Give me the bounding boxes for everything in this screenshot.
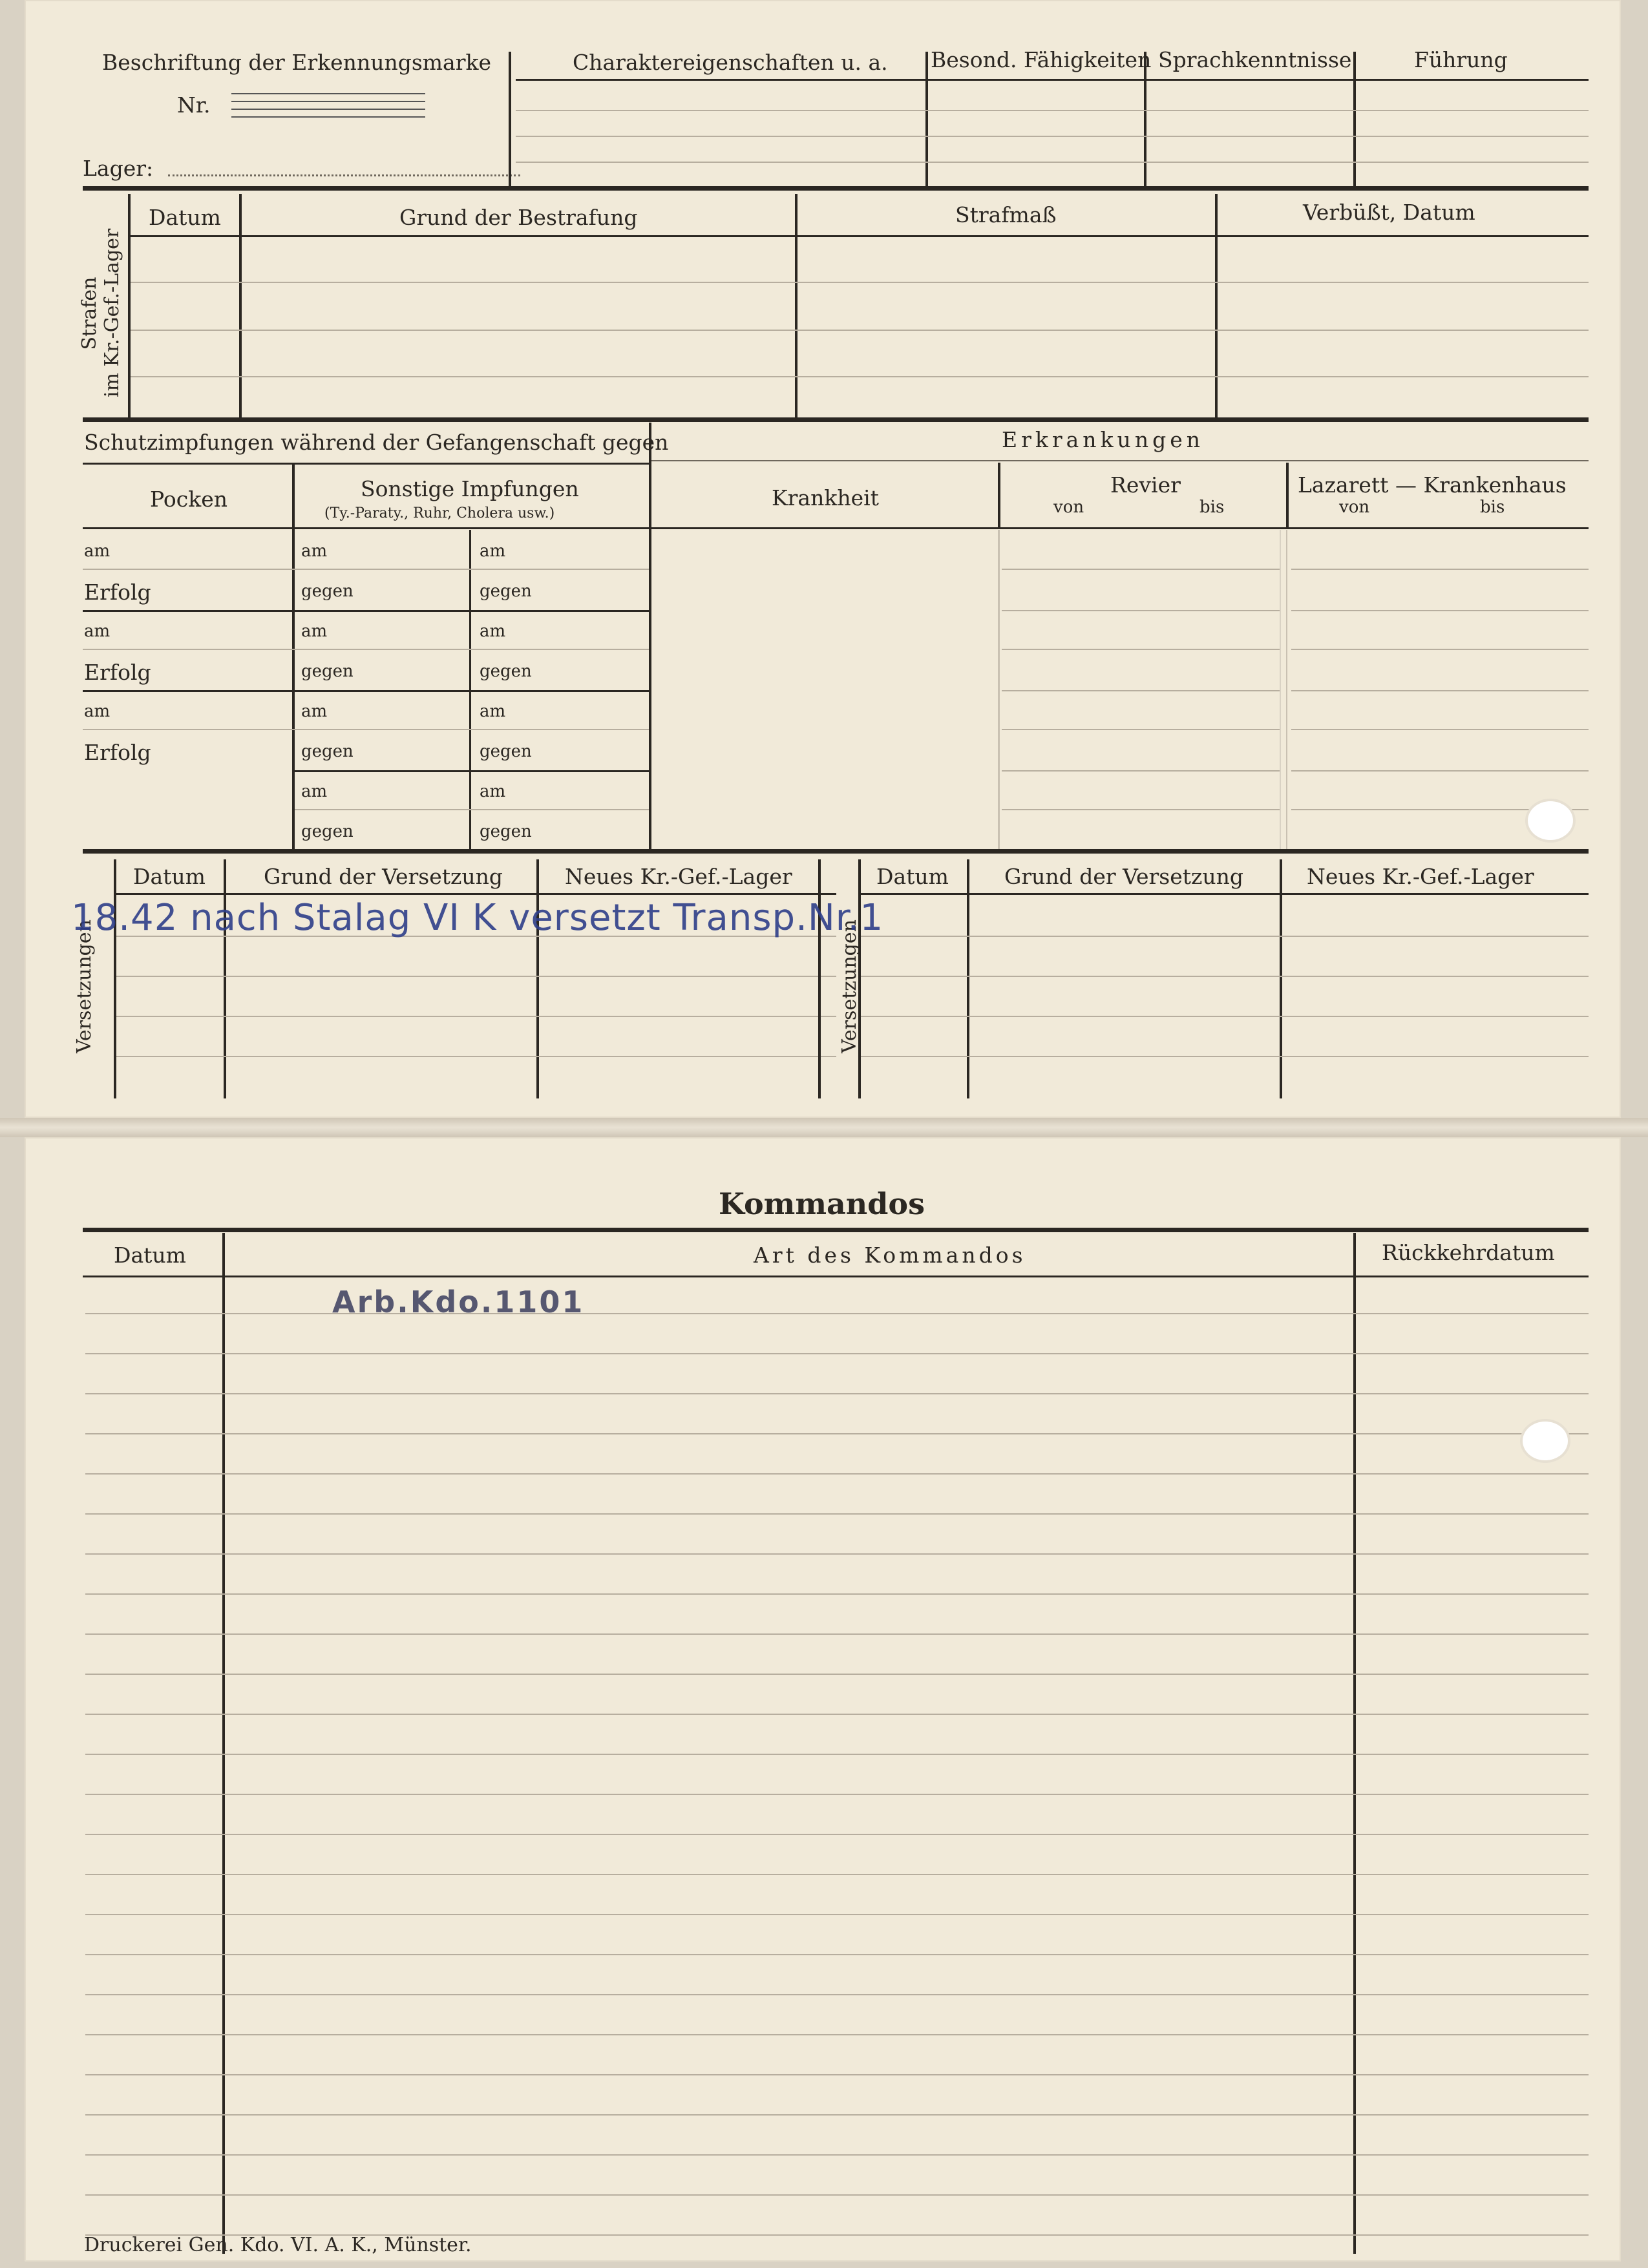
kommando-row-line	[85, 1393, 1589, 1394]
kommando-row-line	[85, 1874, 1589, 1875]
card-front-section	[25, 0, 1621, 1118]
kommando-row-line	[85, 1633, 1589, 1635]
nr-label: Nr.	[177, 92, 211, 118]
versetzung-datum-header-left: Datum	[133, 864, 206, 889]
kommando-row-line	[85, 1954, 1589, 1955]
kommando-row-line	[85, 1914, 1589, 1915]
strafen-side-label: Strafen im Kr.-Gef.-Lager	[78, 228, 123, 397]
sonstige-am-2b: am	[480, 622, 506, 641]
kommando-row-line	[85, 1994, 1589, 1995]
versetzung-grund-header-right: Grund der Versetzung	[1004, 864, 1244, 889]
sonstige-gegen-2a: gegen	[301, 662, 354, 681]
sonstige-am-2a: am	[301, 622, 328, 641]
kommando-row-line	[85, 1353, 1589, 1354]
kommando-row-line	[85, 1313, 1589, 1314]
kommando-row-line	[85, 1714, 1589, 1715]
kommando-row-line	[85, 2034, 1589, 2035]
lazarett-von-header: von	[1339, 498, 1370, 517]
pocken-header: Pocken	[150, 487, 227, 512]
strafen-datum-header: Datum	[149, 205, 221, 230]
pocken-am-2: am	[84, 622, 111, 641]
kommando-row-line	[85, 2114, 1589, 2116]
revier-header: Revier	[1110, 472, 1181, 498]
kommando-row-line	[85, 1754, 1589, 1755]
impfungen-title: Schutzimpfungen während der Gefangenschaft gegen	[84, 430, 669, 455]
lager-label: Lager:	[83, 156, 154, 181]
strafen-verbuesst-header: Verbüßt, Datum	[1303, 200, 1475, 225]
card-kommandos-section	[25, 1137, 1621, 2262]
revier-von-header: von	[1053, 498, 1084, 517]
sonstige-gegen-1b: gegen	[480, 582, 532, 601]
versetzung-stamp-entry: 18.42 nach Stalag VI K versetzt Transp.Nr.1	[71, 897, 884, 939]
sonstige-gegen-3a: gegen	[301, 742, 354, 761]
sonstige-am-4b: am	[480, 782, 506, 801]
fuehrung-label: Führung	[1414, 47, 1508, 72]
sonstige-am-1a: am	[301, 541, 328, 561]
krankheit-header: Krankheit	[772, 485, 879, 510]
kommando-row-line	[85, 1674, 1589, 1675]
sonstige-gegen-2b: gegen	[480, 662, 532, 681]
faehigkeiten-label: Besond. Fähigkeiten	[931, 47, 1152, 72]
kommandos-art-header: Art des Kommandos	[754, 1243, 1026, 1268]
pocken-am-1: am	[84, 541, 111, 561]
sonstige-subheader: (Ty.-Paraty., Ruhr, Cholera usw.)	[324, 505, 555, 521]
kommando-row-line	[85, 1433, 1589, 1434]
punch-hole-bottom	[1523, 1422, 1568, 1460]
kommando-row-line	[85, 2154, 1589, 2156]
erkrankungen-title: Erkrankungen	[1002, 427, 1204, 452]
sprachkenntnisse-label: Sprachkenntnisse	[1158, 47, 1352, 72]
versetzungen-side-label-right: Versetzungen	[838, 919, 861, 1053]
kommando-stamp-entry: Arb.Kdo.1101	[332, 1285, 585, 1319]
kommando-row-line	[85, 1553, 1589, 1555]
kommando-row-line	[85, 1593, 1589, 1595]
kommandos-title: Kommandos	[719, 1186, 925, 1221]
sonstige-am-4a: am	[301, 782, 328, 801]
lazarett-bis-header: bis	[1480, 498, 1505, 517]
pocken-erfolg-1: Erfolg	[84, 580, 151, 605]
sonstige-header: Sonstige Impfungen	[361, 476, 579, 501]
lager-field[interactable]	[168, 174, 520, 176]
charakter-label: Charaktereigenschaften u. a.	[573, 50, 888, 75]
beschriftung-label: Beschriftung der Erkennungsmarke	[102, 50, 492, 75]
sonstige-am-1b: am	[480, 541, 506, 561]
kommando-row-line	[85, 1834, 1589, 1835]
sonstige-gegen-4b: gegen	[480, 822, 532, 841]
pocken-am-3: am	[84, 702, 111, 721]
kommando-row-line	[85, 1794, 1589, 1795]
versetzung-datum-header-right: Datum	[876, 864, 949, 889]
strafen-grund-header: Grund der Bestrafung	[399, 205, 638, 230]
sonstige-am-3b: am	[480, 702, 506, 721]
sonstige-gegen-4a: gegen	[301, 822, 354, 841]
pocken-erfolg-3: Erfolg	[84, 740, 151, 765]
kommando-row-line	[85, 2074, 1589, 2075]
sonstige-am-3a: am	[301, 702, 328, 721]
versetzung-lager-header-left: Neues Kr.-Gef.-Lager	[565, 864, 792, 889]
strafen-strafmass-header: Strafmaß	[955, 202, 1057, 227]
lazarett-header: Lazarett — Krankenhaus	[1298, 472, 1567, 498]
kommando-row-line	[85, 1513, 1589, 1515]
versetzung-grund-header-left: Grund der Versetzung	[264, 864, 503, 889]
fold-line	[0, 1118, 1648, 1137]
pocken-erfolg-2: Erfolg	[84, 660, 151, 685]
punch-hole-top	[1528, 801, 1573, 840]
sonstige-gegen-1a: gegen	[301, 582, 354, 601]
versetzungen-side-label-left: Versetzungen	[73, 919, 96, 1053]
revier-bis-header: bis	[1199, 498, 1225, 517]
kommando-row-line	[85, 1473, 1589, 1475]
kommandos-rueckkehr-header: Rückkehrdatum	[1382, 1240, 1555, 1265]
versetzung-lager-header-right: Neues Kr.-Gef.-Lager	[1307, 864, 1534, 889]
kommando-row-line	[85, 2194, 1589, 2196]
kommandos-datum-header: Datum	[114, 1243, 186, 1268]
printer-footer: Druckerei Gen. Kdo. VI. A. K., Münster.	[84, 2234, 472, 2256]
sonstige-gegen-3b: gegen	[480, 742, 532, 761]
